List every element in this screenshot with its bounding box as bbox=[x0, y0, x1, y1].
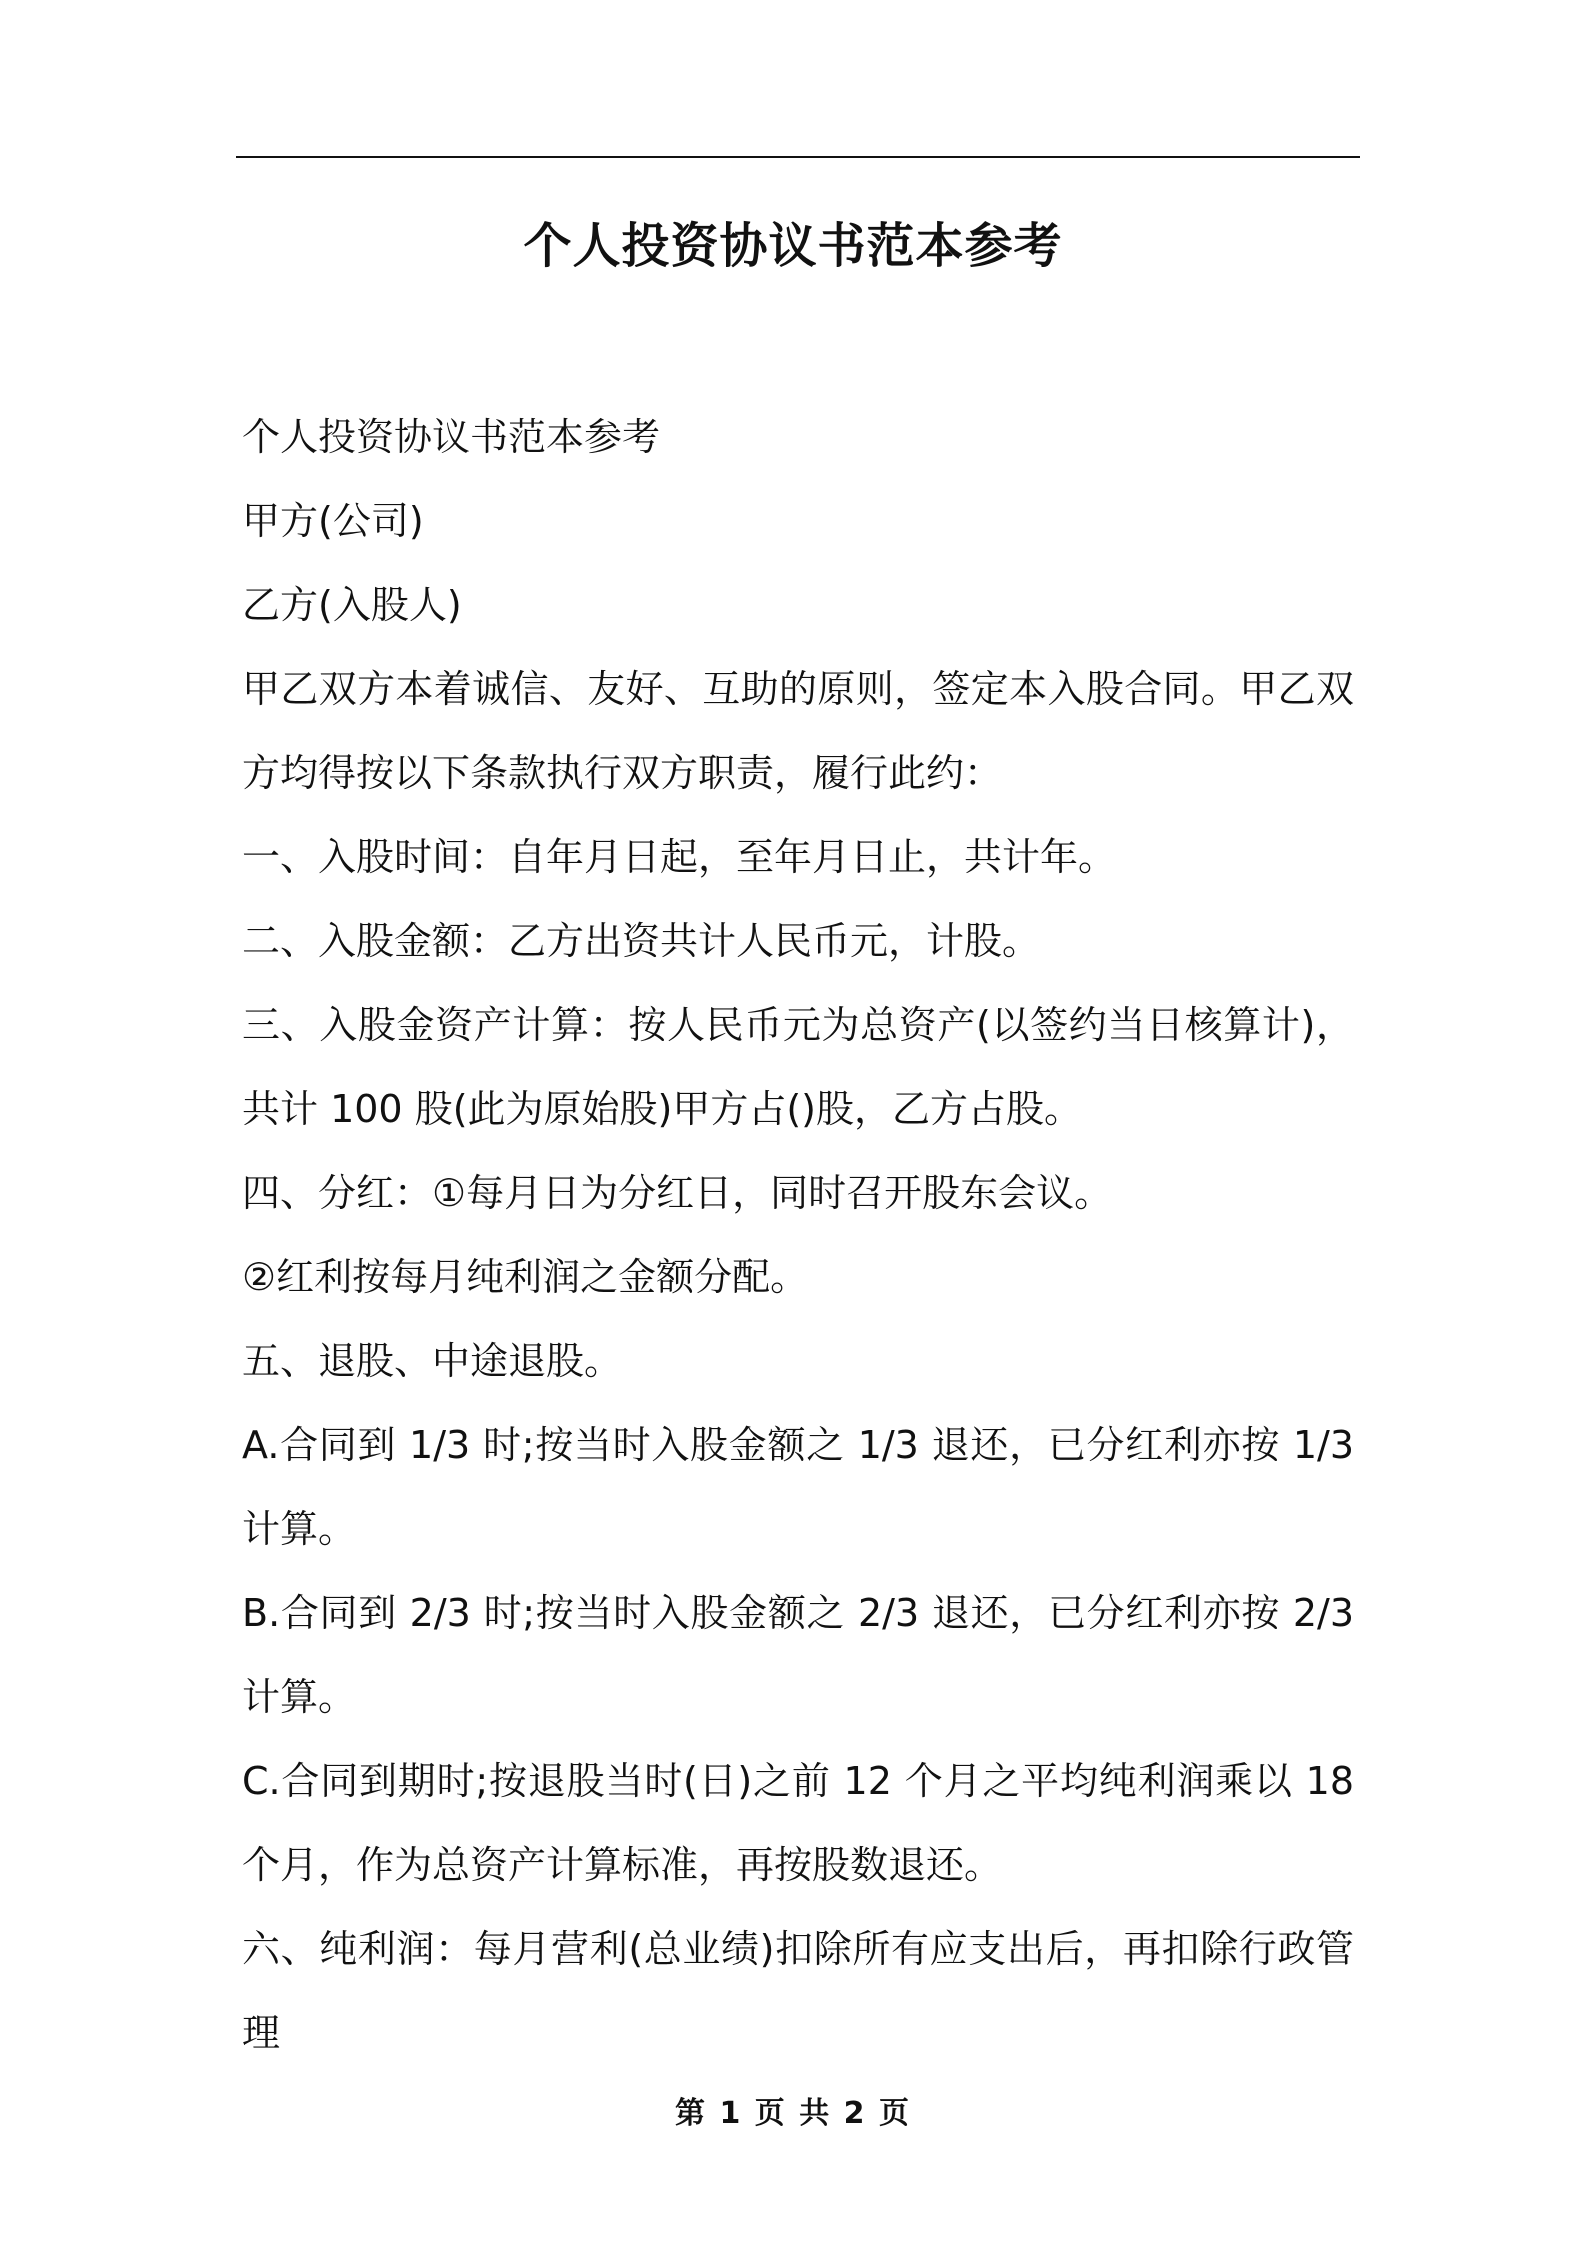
paragraph-clause-3: 三、入股金资产计算：按人民币元为总资产(以签约当日核算计)，共计 100 股(此为原始股)甲方占()股，乙方占股。 bbox=[242, 1003, 1354, 1131]
header-rule bbox=[236, 156, 1360, 158]
paragraph-clause-5-a: A.合同到 1/3 时;按当时入股金额之 1/3 退还，已分红利亦按 1/3 计算。 bbox=[242, 1423, 1354, 1551]
paragraph-clause-5-c: C.合同到期时;按退股当时(日)之前 12 个月之平均纯利润乘以 18 个月，作为总资产计算标准，再按股数退还。 bbox=[242, 1759, 1354, 1887]
page-number: 第 1 页 共 2 页 bbox=[675, 2096, 911, 2131]
document-body bbox=[242, 395, 1354, 2075]
paragraph-clause-2: 二、入股金额：乙方出资共计人民币元，计股。 bbox=[242, 919, 1041, 963]
paragraph-clause-4-item-2: ②红利按每月纯利润之金额分配。 bbox=[242, 1255, 809, 1299]
paragraph-party-a: 甲方(公司) bbox=[242, 499, 424, 543]
document-title: 个人投资协议书范本参考 bbox=[523, 218, 1063, 274]
paragraph-party-b: 乙方(入股人) bbox=[242, 583, 462, 627]
paragraph-clause-5: 五、退股、中途退股。 bbox=[242, 1339, 623, 1383]
paragraph-clause-4: 四、分红：①每月日为分红日，同时召开股东会议。 bbox=[242, 1171, 1113, 1215]
paragraph-preamble: 甲乙双方本着诚信、友好、互助的原则，签定本入股合同。甲乙双方均得按以下条款执行双方职责，履行此约： bbox=[242, 667, 1354, 795]
paragraph-clause-6: 六、纯利润：每月营利(总业绩)扣除所有应支出后，再扣除行政管理 bbox=[242, 1927, 1354, 2055]
paragraph-clause-5-b: B.合同到 2/3 时;按当时入股金额之 2/3 退还，已分红利亦按 2/3 计算。 bbox=[242, 1591, 1354, 1719]
paragraph-subtitle: 个人投资协议书范本参考 bbox=[242, 415, 661, 459]
paragraph-clause-1: 一、入股时间：自年月日起，至年月日止，共计年。 bbox=[242, 835, 1117, 879]
